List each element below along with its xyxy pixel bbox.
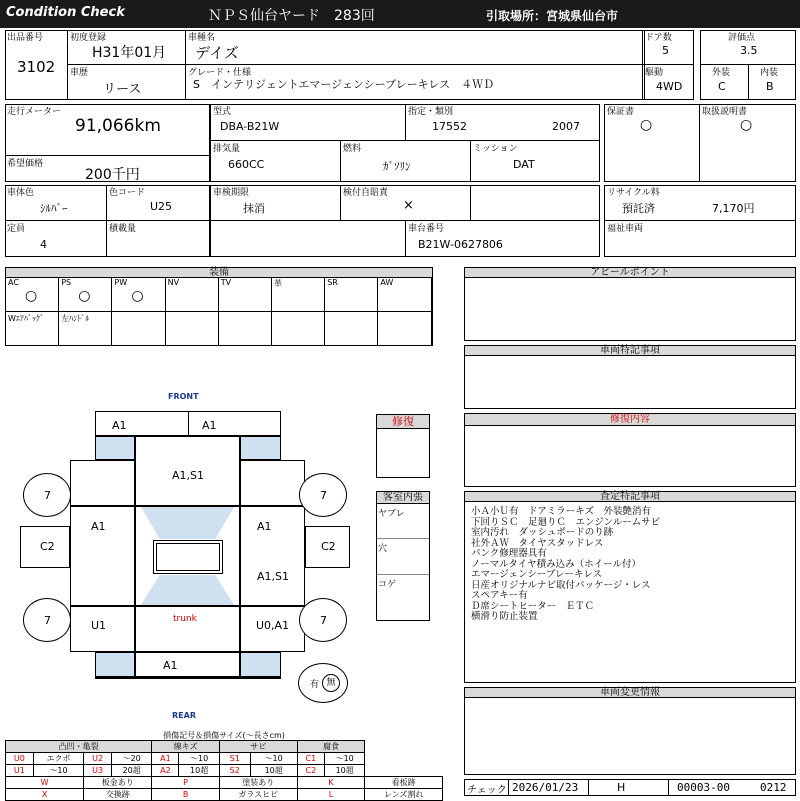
inspection-note: ノーマルタイヤ積み込み（ホイール付） [471,558,641,570]
equipment-cell [6,312,59,345]
legend-cell: U2 [84,753,112,765]
legend-cell: P [152,777,219,789]
interior-grade: B [766,80,774,93]
legend-title: 損傷記号＆損傷サイズ(～長さcm) [163,731,285,740]
mark-roof-fl: A1 [112,419,127,432]
drive-label: 駆動 [645,68,664,78]
damage-legend [5,740,443,801]
legend-cell: ～20 [112,753,152,765]
inspection-note: 小Ａ小Ｕ有 ドアミラーキズ 外装艶消有 [471,506,652,517]
inspection-note: 室内汚れ ダッシュボードのり跡 [471,527,614,538]
equipment-cell [59,312,112,345]
legend-cell: U3 [84,765,112,777]
mark-door-l: A1 [91,520,106,533]
header-title: Condition Check [6,5,125,20]
drive: 4WD [656,80,683,93]
first-reg: H31年01月 [92,45,167,61]
legend-cell: 線キズ [152,741,219,753]
equipment-mark: ○ [131,288,144,304]
category: 2007 [552,120,580,133]
legend-cell: U1 [6,765,34,777]
equipment-name: AC [8,278,19,287]
inspection-note: 社外ＡＷ タイヤスタッドレス [471,537,604,549]
exterior-grade: C [718,80,726,93]
fuel: ｶﾞｿﾘﾝ [383,160,411,173]
equipment-cell [219,278,272,312]
legend-cell: 板金あり [84,777,152,789]
equipment-mark: ○ [78,288,91,304]
inspection-note: 横滑り防止装置 [471,611,538,622]
recycle-status: 預託済 [622,202,655,215]
equipment-name: 革 [274,279,282,288]
mark-tire-fr: 7 [320,489,327,502]
legend-cell: 凸凹・亀裂 [6,741,152,753]
panel-door-right [240,506,305,606]
mark-bumper-r: A1 [163,659,178,672]
change-box [464,687,796,775]
legend-cell: C2 [297,765,324,777]
legend-cell: 看板跡 [365,777,443,789]
check-label: チェック [467,785,507,796]
legend-cell: C1 [297,753,324,765]
warranty-label: 保証書 [607,107,635,117]
equipment-cell [6,278,59,312]
price: 200千円 [85,167,140,183]
equipment-cell [112,312,165,345]
legend-cell: S2 [219,765,250,777]
trunk-label: trunk [173,614,197,624]
repair-content-title: 修復内容 [465,414,795,426]
mark-side-l: C2 [40,540,55,553]
spare-yes: 有 [310,680,320,690]
legend-cell: 10超 [250,765,297,777]
legend-cell: 20超 [112,765,152,777]
transmission-label: ミッション [473,144,518,154]
load-label: 積載量 [109,224,137,234]
displacement-label: 排気量 [213,144,241,154]
spare-none: 無 [322,674,340,692]
color-code: U25 [150,200,173,213]
equipment-cell [59,278,112,312]
legend-cell: ガラスヒビ [219,789,297,801]
equipment-cell [219,312,272,345]
legend-cell: X [6,789,84,801]
legend-cell: 10超 [325,765,365,777]
equipment-mark: ○ [25,288,38,304]
model: DBA-B21W [220,120,280,133]
equipment-cell [272,278,325,312]
first-reg-label: 初度登録 [70,33,107,43]
grade: S インテリジェントエマージェンシーブレーキレス ４ＷＤ [193,78,495,91]
equipment-name: PS [61,278,72,287]
legend-cell: B [152,789,219,801]
displacement: 660CC [228,158,265,171]
price-label: 希望価格 [7,159,44,169]
legend-cell: 塗装あり [219,777,297,789]
burn-label: コゲ [378,580,397,590]
inspection-note: 下回りＳＣ 足廻りＣ エンジンルームサビ [471,516,661,528]
mark-rear-l: U1 [91,619,107,632]
mark-tire-rl: 7 [44,614,51,627]
inspection-expiry: 抹消 [243,202,265,215]
inspector: H [617,781,626,794]
color: ｼﾙﾊﾞｰ [40,202,68,215]
change-title: 車両変更情報 [465,688,795,698]
mileage: 91,066km [75,116,161,136]
legend-cell: レンズ割れ [365,789,443,801]
legend-cell: 10超 [179,765,219,777]
legend-cell: ～10 [250,753,297,765]
lot-label: 出品番号 [7,33,44,43]
equipment-name: 左ﾊﾝﾄﾞﾙ [61,314,90,323]
legend-cell: 腐食 [297,741,365,753]
mark-door-r: A1 [257,520,272,533]
legend-cell: ～10 [325,753,365,765]
model-label: 型式 [213,107,232,117]
legend-cell: エクボ [33,753,83,765]
insurance-label: 検付自賠責 [343,188,389,198]
designation-label: 指定・類別 [408,107,454,117]
welfare-label: 福祉車両 [607,224,644,234]
appeal-box [464,267,796,341]
mark-rear-r: U0,A1 [256,619,290,632]
manual-label: 取扱説明書 [702,107,748,117]
warranty: ○ [640,117,653,133]
rating: 3.5 [740,44,758,57]
tear-label: ヤブレ [378,509,405,519]
equipment-name: AW [380,278,394,287]
interior-label: 内装 [760,68,779,78]
mark-roof-fr: A1 [202,419,217,432]
legend-cell: K [297,777,365,789]
equipment-name: Wｴｱﾊﾞｯｸﾞ [8,314,44,323]
inspection-note: パンク修理器具有 [471,548,547,559]
car-name-label: 車種名 [188,33,216,43]
mark-tire-fl: 7 [44,489,51,502]
history: リース [103,82,142,97]
recycle-label: リサイクル料 [607,188,660,198]
insurance: × [403,198,414,213]
hole-label: 穴 [378,544,388,554]
transmission: DAT [513,158,535,171]
inspection-notes-title: 査定特記事項 [465,492,795,502]
chassis-number: B21W-0627806 [418,238,503,251]
header-bar [0,0,800,28]
check-date: 2026/01/23 [512,781,579,794]
legend-cell: L [297,789,365,801]
doors-label: ドア数 [645,33,672,43]
lot-number: 3102 [17,58,56,76]
equipment-name: TV [220,278,232,287]
mark-hood: A1,S1 [172,469,205,482]
capacity: 4 [40,238,47,251]
recycle-fee: 7,170円 [712,202,755,215]
legend-cell: ～10 [33,765,83,777]
chassis-label: 車台番号 [408,224,445,234]
doors: 5 [662,44,669,57]
legend-cell: U0 [6,753,34,765]
equipment-cell [166,278,219,312]
inspection-note: 日産オリジナルナビ取付パッケージ・レス [471,579,651,591]
panel-trunk [135,606,240,652]
equipment-name: PW [114,278,128,287]
equipment-cell [166,312,219,345]
legend-cell: W [6,777,84,789]
equipment-cell [112,278,165,312]
legend-cell: A2 [152,765,179,777]
mark-tire-rr: 7 [320,614,327,627]
legend-cell: サビ [219,741,297,753]
auction-name: ＮＰＳ仙台ヤード 283回 [208,8,375,24]
color-code-label: 色コード [109,188,146,198]
grade-label: グレード・仕様 [188,68,252,78]
inspection-note: エマージェンシーブレーキレス [471,569,603,580]
manual: ○ [740,117,753,133]
legend-cell: ～10 [179,753,219,765]
appeal-title: アピールポイント [465,268,795,278]
repair-title: 修復 [377,415,429,429]
exterior-label: 外装 [712,68,731,78]
front-label: FRONT [168,392,199,401]
panel-rear-bumper [135,652,240,677]
inspection-label: 車検期限 [213,188,250,198]
legend-cell: A1 [152,753,179,765]
inspection-note: Ｄ席シートヒーター ＥＴＣ [471,600,595,612]
special-title: 車両特記事項 [465,346,795,356]
capacity-label: 定員 [7,224,26,234]
rating-label: 評価点 [728,33,756,43]
interior-damage-title: 客室内張 [377,492,429,504]
mark-side-r: C2 [321,540,336,553]
history-label: 車歴 [70,68,89,78]
inspection-note: スペアキー有 [471,590,528,601]
equipment-cell [378,312,431,345]
car-name: デイズ [195,44,239,62]
check-number: 0212 [760,781,787,794]
equipment-name: NV [167,278,180,287]
equipment-cell [325,312,378,345]
fuel-label: 燃料 [343,144,362,154]
mileage-label: 走行メーター [7,107,62,117]
pickup-location: 引取場所：宮城県仙台市 [486,9,619,23]
legend-cell: S1 [219,753,250,765]
check-code: 00003-00 [677,781,730,794]
rear-label: REAR [172,711,196,720]
equipment-name: SR [327,278,338,287]
equipment-cell [325,278,378,312]
color-label: 車体色 [7,188,35,198]
equipment-cell [272,312,325,345]
designation: 17552 [432,120,467,133]
legend-cell: 交換跡 [84,789,152,801]
equipment-title: 装備 [6,268,432,278]
mark-fender-r: A1,S1 [257,570,290,583]
equipment-cell [378,278,431,312]
